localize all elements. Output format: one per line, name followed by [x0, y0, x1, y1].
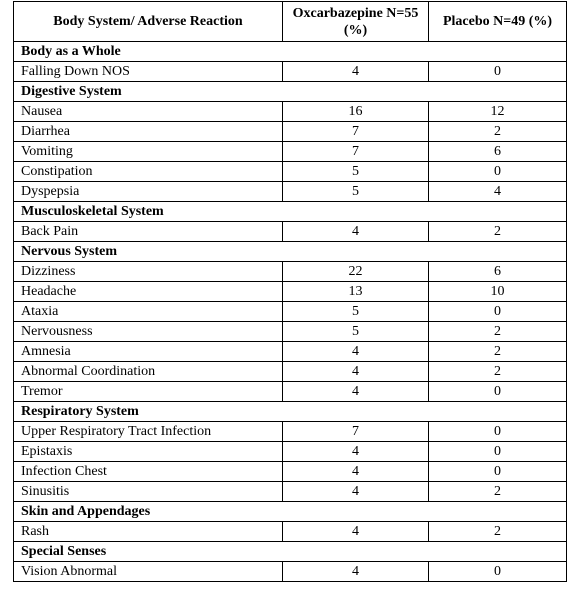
table-row: [14, 562, 567, 582]
table-row: [14, 382, 567, 402]
table-row: [14, 162, 567, 182]
oxcarbazepine-cell: 4: [283, 562, 429, 582]
reaction-cell: Dizziness: [14, 262, 283, 282]
adverse-reactions-table: [13, 1, 567, 582]
placebo-cell: 0: [429, 62, 567, 82]
header-oxcarbazepine: Oxcarbazepine N=55 (%): [283, 2, 429, 42]
table-row: [14, 322, 567, 342]
table-row: [14, 342, 567, 362]
placebo-cell: 0: [429, 442, 567, 462]
section-title: Nervous System: [14, 242, 567, 262]
oxcarbazepine-cell: 13: [283, 282, 429, 302]
reaction-cell: Upper Respiratory Tract Infection: [14, 422, 283, 442]
section-row: [14, 202, 567, 222]
oxcarbazepine-cell: 7: [283, 422, 429, 442]
oxcarbazepine-cell: 4: [283, 362, 429, 382]
reaction-cell: Dyspepsia: [14, 182, 283, 202]
oxcarbazepine-cell: 16: [283, 102, 429, 122]
reaction-cell: Headache: [14, 282, 283, 302]
section-row: [14, 242, 567, 262]
reaction-cell: Diarrhea: [14, 122, 283, 142]
section-title: Respiratory System: [14, 402, 567, 422]
oxcarbazepine-cell: 4: [283, 62, 429, 82]
section-title: Skin and Appendages: [14, 502, 567, 522]
header-row: [14, 2, 567, 42]
oxcarbazepine-cell: 4: [283, 382, 429, 402]
table-row: [14, 102, 567, 122]
table-body: [14, 2, 567, 582]
oxcarbazepine-cell: 7: [283, 122, 429, 142]
placebo-cell: 2: [429, 122, 567, 142]
table-row: [14, 522, 567, 542]
placebo-cell: 2: [429, 522, 567, 542]
oxcarbazepine-cell: 4: [283, 342, 429, 362]
placebo-cell: 6: [429, 262, 567, 282]
reaction-cell: Constipation: [14, 162, 283, 182]
oxcarbazepine-cell: 5: [283, 182, 429, 202]
reaction-cell: Amnesia: [14, 342, 283, 362]
oxcarbazepine-cell: 5: [283, 322, 429, 342]
section-row: [14, 82, 567, 102]
section-title: Special Senses: [14, 542, 567, 562]
table-row: [14, 422, 567, 442]
oxcarbazepine-cell: 4: [283, 482, 429, 502]
table-row: [14, 302, 567, 322]
placebo-cell: 0: [429, 382, 567, 402]
oxcarbazepine-cell: 4: [283, 522, 429, 542]
table-row: [14, 482, 567, 502]
oxcarbazepine-cell: 4: [283, 222, 429, 242]
reaction-cell: Vision Abnormal: [14, 562, 283, 582]
oxcarbazepine-cell: 4: [283, 442, 429, 462]
placebo-cell: 2: [429, 322, 567, 342]
placebo-cell: 0: [429, 462, 567, 482]
reaction-cell: Tremor: [14, 382, 283, 402]
reaction-cell: Rash: [14, 522, 283, 542]
table-row: [14, 142, 567, 162]
reaction-cell: Abnormal Coordination: [14, 362, 283, 382]
placebo-cell: 0: [429, 562, 567, 582]
placebo-cell: 2: [429, 482, 567, 502]
table-row: [14, 262, 567, 282]
header-body-system: Body System/ Adverse Reaction: [14, 2, 283, 42]
reaction-cell: Infection Chest: [14, 462, 283, 482]
table-row: [14, 122, 567, 142]
reaction-cell: Falling Down NOS: [14, 62, 283, 82]
oxcarbazepine-cell: 22: [283, 262, 429, 282]
placebo-cell: 2: [429, 362, 567, 382]
reaction-cell: Back Pain: [14, 222, 283, 242]
section-row: [14, 542, 567, 562]
oxcarbazepine-cell: 4: [283, 462, 429, 482]
table-row: [14, 462, 567, 482]
placebo-cell: 0: [429, 422, 567, 442]
reaction-cell: Sinusitis: [14, 482, 283, 502]
section-title: Body as a Whole: [14, 42, 567, 62]
oxcarbazepine-cell: 5: [283, 302, 429, 322]
placebo-cell: 2: [429, 342, 567, 362]
placebo-cell: 0: [429, 302, 567, 322]
oxcarbazepine-cell: 7: [283, 142, 429, 162]
placebo-cell: 4: [429, 182, 567, 202]
reaction-cell: Nausea: [14, 102, 283, 122]
table-row: [14, 362, 567, 382]
section-row: [14, 402, 567, 422]
table-row: [14, 442, 567, 462]
reaction-cell: Ataxia: [14, 302, 283, 322]
reaction-cell: Vomiting: [14, 142, 283, 162]
header-placebo: Placebo N=49 (%): [429, 2, 567, 42]
section-row: [14, 42, 567, 62]
reaction-cell: Epistaxis: [14, 442, 283, 462]
section-title: Digestive System: [14, 82, 567, 102]
placebo-cell: 12: [429, 102, 567, 122]
placebo-cell: 2: [429, 222, 567, 242]
placebo-cell: 0: [429, 162, 567, 182]
oxcarbazepine-cell: 5: [283, 162, 429, 182]
table-row: [14, 222, 567, 242]
section-title: Musculoskeletal System: [14, 202, 567, 222]
table-row: [14, 282, 567, 302]
placebo-cell: 6: [429, 142, 567, 162]
table-row: [14, 62, 567, 82]
reaction-cell: Nervousness: [14, 322, 283, 342]
placebo-cell: 10: [429, 282, 567, 302]
section-row: [14, 502, 567, 522]
table-row: [14, 182, 567, 202]
